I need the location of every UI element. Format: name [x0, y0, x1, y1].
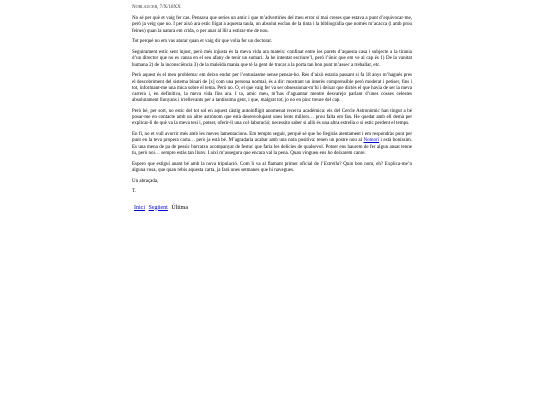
nav-first-link[interactable]: Inici: [134, 204, 145, 211]
letter-header: [132, 5, 412, 11]
paragraph-3: Seguirament estic sent injust, però més injusta és la meva vida ara mateix: confinat entre les parets d’aquesta casa i subjecte a la tirania d’un director que no es cansa en el seu afany de tenir un sumari. Ja he intentat escriure’l, però l’únic que em ve al cap és 1) De la vanitat humana 2) de la inconsciència 3) de la maleïda mania que té la gent de trucar a la porta tan bon punt m’assec a treballar, etc.: [132, 50, 412, 68]
letter-page: [132, 5, 412, 212]
paragraph-7: Espero que estiguí anant bé amb la nova tripulació. Com li va al flamant primer oficial de l’Estrella? Quin bon nom, eh? Explica-me’n alguna cosa, que quan rebis aquesta carta, ja farà unes setmanes que hi navegues.: [132, 161, 412, 173]
closing: Un abraçada,: [132, 178, 159, 184]
paragraph-4: Però aquest és el meu problema: em deixo endur per l’entusiasme sense pensar-ho. Res d’això estaria passant si fa 18 anys m’hagués pres el descobriment del sistema binari de [x] com una persona normal, és a dir: mostrant un interès comprensible però moderat i petiser, fins i tot, informant-me una mica sobre el tema. Però no. O, el que vaig fer va ser obsessionar-m’hi i deixar que dictés el que havia de ser la meva carrera i, en definitiva, la meva vida fins ara. I ta, amic meu, m’has d’aguantar mentre desvarejo parlant d’unes cosses celestes absolutament llunyans i irrellevants per a tantíssima gent, i que, malgrat tot, jo no en pinc treure del cap.: [132, 73, 412, 104]
paragraph-6: En fi, no et vull avorrir més amb les meves lamentacions. Em tempto seguir, perquè sé que ho llegiràs atentament i em respondràs punt per punt en la teva propera carta… però ja està bé. M’agradaria acabar amb una nota positiva: tenen un postre nou al Nomori i està boníssim. Es una mena de pa de pessic borratxo acompanyat de festuc que faria les delícies de qualsevol. Potser ens haurem de fer algun ansat tenne tu, però noi… sempre estàs tan llunv. I així m’assegura que encara val la pena. Quan vingueu ens ho deixarem canre.: [132, 132, 412, 156]
nav-last-label: Última: [171, 204, 189, 211]
ship-name: Estrella: [323, 161, 340, 167]
paragraph-5: Però bé, per sort, no estic del tot sol en aquest càstig autoinfligit anomenat recerca acadèmica: els del Cercle Astronòmic han tingut a bé posar-me en contacte amb un altre astrònom que està desenvolupant unes lents millors… prou falta em fan. He quedat amb ell demà per explicar-li de què va la meva tesi i, potser, oferir-li una col·laboració; necessito saber si allò és una altra estrella o si estic perdent el temps.: [132, 109, 412, 127]
signature: T.: [132, 189, 136, 195]
nomori-link[interactable]: Nomori: [363, 138, 380, 144]
page-navigation: [132, 205, 412, 212]
letter-place: Norlaucer,: [132, 5, 159, 10]
paragraph-1: No sé per què et vaig fer cas. Pensava que series un amic i que m’advertiries del meu error si mai creses que estava a punt d’equivocar-me, però ja veig que no. I per això ara estic lligat a aquesta taula, un absolut esclau de la tinta i la bibliografia que només m’acacca (i amb prou feines) quan la natura em crida, o per anar al llit a estirar-me de nou.: [132, 16, 412, 34]
letter-date: 7/X/18XX: [159, 5, 181, 10]
nav-next-link[interactable]: Següent: [148, 204, 168, 211]
paragraph-2: Tot perquè no em vas aturar quan et vaig dir que volia fer un doctorat.: [132, 39, 273, 45]
